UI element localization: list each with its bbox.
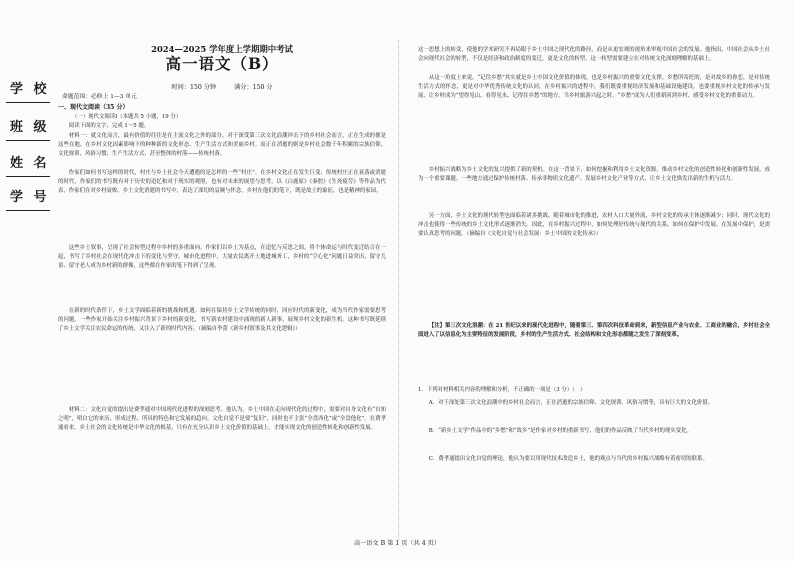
subsection-heading: （一）现代文阅读Ⅰ（本题共 5 小题，19 分） — [72, 114, 182, 120]
page-footer: 高一语文 B 第 1 页（共 4 页） — [353, 540, 441, 547]
name-label: 姓 名 — [10, 156, 50, 171]
column-divider — [398, 40, 399, 540]
material-two-paragraph-3: 从这一角度上来说，“记住乡愁”其实就是乡土中国文化价值的体现，也是乡村振兴的重要文化支撑。乡愁所寄托的，是对故乡的眷恋，是对传统生活方式的怀念，更是对中华优秀传统文化的认同。在乡村振兴的进程中，我们既要重视经济发展和基础设施建设，也要重视乡村文化的传承与发展，让乡村成为“望得见山、看得见水、记得住乡愁”的地方。当乡村旅游兴起之时，“乡愁”成为人们重新回到乡村、感受乡村文化的重要动力。 — [418, 75, 770, 100]
left-column — [58, 0, 386, 561]
question-1-option-a: A．对于深处第三次文化浪潮中的乡村社会而言，正在消逝的宗族信仰、文化规训、风俗习惯等，具有巨大的文化价值。 — [428, 400, 714, 406]
exam-title: 2024—2025 学年度上学期期中考试 — [151, 44, 293, 54]
material-one-paragraph-4: 在新的时代条件下，乡土文学面临着新的挑战和机遇。如何在保持乡土文学传统的同时，回应时代的新变化，成为当代作家需要思考的问题。一些作家开始关注乡村振兴背景下乡村的新变化，书写新农村建设中涌现的新人新事，展现乡村文化的新生机。这种书写既延续了乡土文学关注农民命运的传统，又注入了新的时代内容。（摘编自李蕾《新乡村叙事及其文化逻辑》） — [58, 308, 386, 333]
material-two-paragraph-1: 材料二：文化自觉的提出是费孝通对中国现代化进程的深刻思考。他认为，乡土中国在走向现代化的过程中，需要对自身文化有“自知之明”，明白它的来历、形成过程、所具的特色和它发展的趋向。文化自觉不是要“复旧”，同时也不主张“全盘西化”或“全盘他化”。在费孝通看来，乡土社会的文化传统是中华文化的根基，只有在充分认识乡土文化价值的基础上，才能实现文化的创造性转化和创新性发展。 — [58, 407, 386, 432]
school-line — [6, 102, 50, 103]
exam-time: 时间：150 分钟 — [171, 84, 217, 91]
class-line — [6, 140, 50, 141]
section-heading: 一、现代文阅读（35 分） — [58, 104, 129, 111]
reading-instruction: 阅读下面的文字，完成 1～5 题。 — [68, 123, 150, 129]
material-one-paragraph-1: 材料一：就文化而言，最有价值的往往是在主流文化之外的部分。对于深受第三次文化浪潮冲击下的乡村社会而言，正在生成的便是这些在地、在乡村文化因素影响下的种种新的文化形态、生产生活方式和美丽乡村。而正在消逝的则是乡村社会数千年积累的宗族信仰、文化规训、风俗习惯、生产生活方式、甚至整体的村落——传统村落。 — [58, 133, 386, 158]
material-two-paragraph-5: 另一方面，乡土文化的现代转型也面临着诸多挑战。随着城市化的推进，农村人口大量外流，乡村文化的传承主体逐渐减少；同时，现代文化的冲击也使得一些传统的乡土文化形式逐渐消失。因此，在乡村振兴过程中，如何处理好传统与现代的关系，如何在保护中发展、在发展中保护，是需要认真思考的问题。（摘编自《文化自觉与社会发展：乡土中国的文化传承》） — [418, 213, 770, 238]
exam-score: 满分：150 分 — [234, 84, 273, 91]
name-line — [6, 176, 50, 177]
student-id-line — [6, 210, 50, 211]
subject-title: 高一语文（B） — [165, 54, 279, 73]
question-1-option-c: C．费孝通提出文化自觉的理论，他认为要以用现代技术改造乡土，他的观点与当代的乡村振兴战略有着密切的联系。 — [428, 456, 708, 462]
question-1-stem: 1．下列对材料相关内容的理解和分析，不正确的一项是（3 分）（ ） — [418, 387, 586, 393]
material-one-paragraph-3: 这些乡土叙事，呈现了社会转型过程中乡村的多重面向。作家们以乡土为基点，在追忆与反思之间，将个体命运与时代变迁结合在一起，书写了乡村社会在现代化冲击下的变化与坚守。城市化进程中，大量农民离开土地进城务工，乡村的“空心化”问题日益突出，留守儿童、留守老人成为乡村新的群像，这些都在作家的笔下得到了呈现。 — [58, 245, 386, 270]
material-two-paragraph-2: 这一思想上的转变，使他的学术研究不再局限于乡土中国之现代化的路径，而是从更宏观的视角来审视中国社会的发展。他指出，中国社会从乡土社会向现代社会的转型，不仅是经济和政治制度的变迁，更是文化的转型。这一转型需要建立在对传统文化深刻理解的基础上。 — [418, 47, 770, 63]
exam-meta — [58, 83, 386, 92]
student-id-label: 学 号 — [10, 190, 50, 205]
school-label: 学 校 — [10, 82, 50, 97]
right-column — [418, 0, 770, 561]
material-two-paragraph-4: 乡村振兴战略为乡土文化的复兴提供了新的契机。在这一背景下，如何挖掘和利用乡土文化资源，推动乡村文化的创造性转化和创新性发展，成为一个重要课题。一些地方通过保护传统村落、传承非物质文化遗产、发展乡村文化产业等方式，让乡土文化焕发出新的生机与活力。 — [418, 167, 770, 183]
footnote: 【注】第三次文化浪潮：在 21 世纪以来的现代化进程中，随着第三、第四次科技革命到来，新型信息产业与农业、工商业的融合，乡村社会全面进入了以信息化为主要特征的发展阶段，乡村的生产生活方式、社会结构和文化形态都随之发生了深刻变革。 — [418, 323, 770, 339]
student-info-sidebar — [6, 78, 50, 228]
material-one-paragraph-2: 作家们如何书写这样的时代，村庄与乡土社会今天遭遇的是怎样的一些“村庄”。在乡村文化正在发生巨变、传统村庄正在衰落或消逝的时代，作家们的书写既有对于历史的追忆和对于现实的观照，也有对未来的展望与思考。以《白鹿原》《秦腔》《生死疲劳》等作品为代表，作家们在对乡村衰败、乡土文化消逝的书写中，表达了深切的哀婉与怀念。乡村在他们的笔下，既是故土的象征，也是精神的家园。 — [58, 170, 386, 195]
question-1-option-b: B．“新乡土文学”作品中的“乡愁”和“故乡”是作家对乡村的重新书写，他们的作品反映了当代乡村的现实变化。 — [428, 428, 692, 434]
class-label: 班 级 — [10, 120, 50, 135]
exam-scope: 命题范围：必修上 1—3 单元 — [62, 94, 137, 100]
